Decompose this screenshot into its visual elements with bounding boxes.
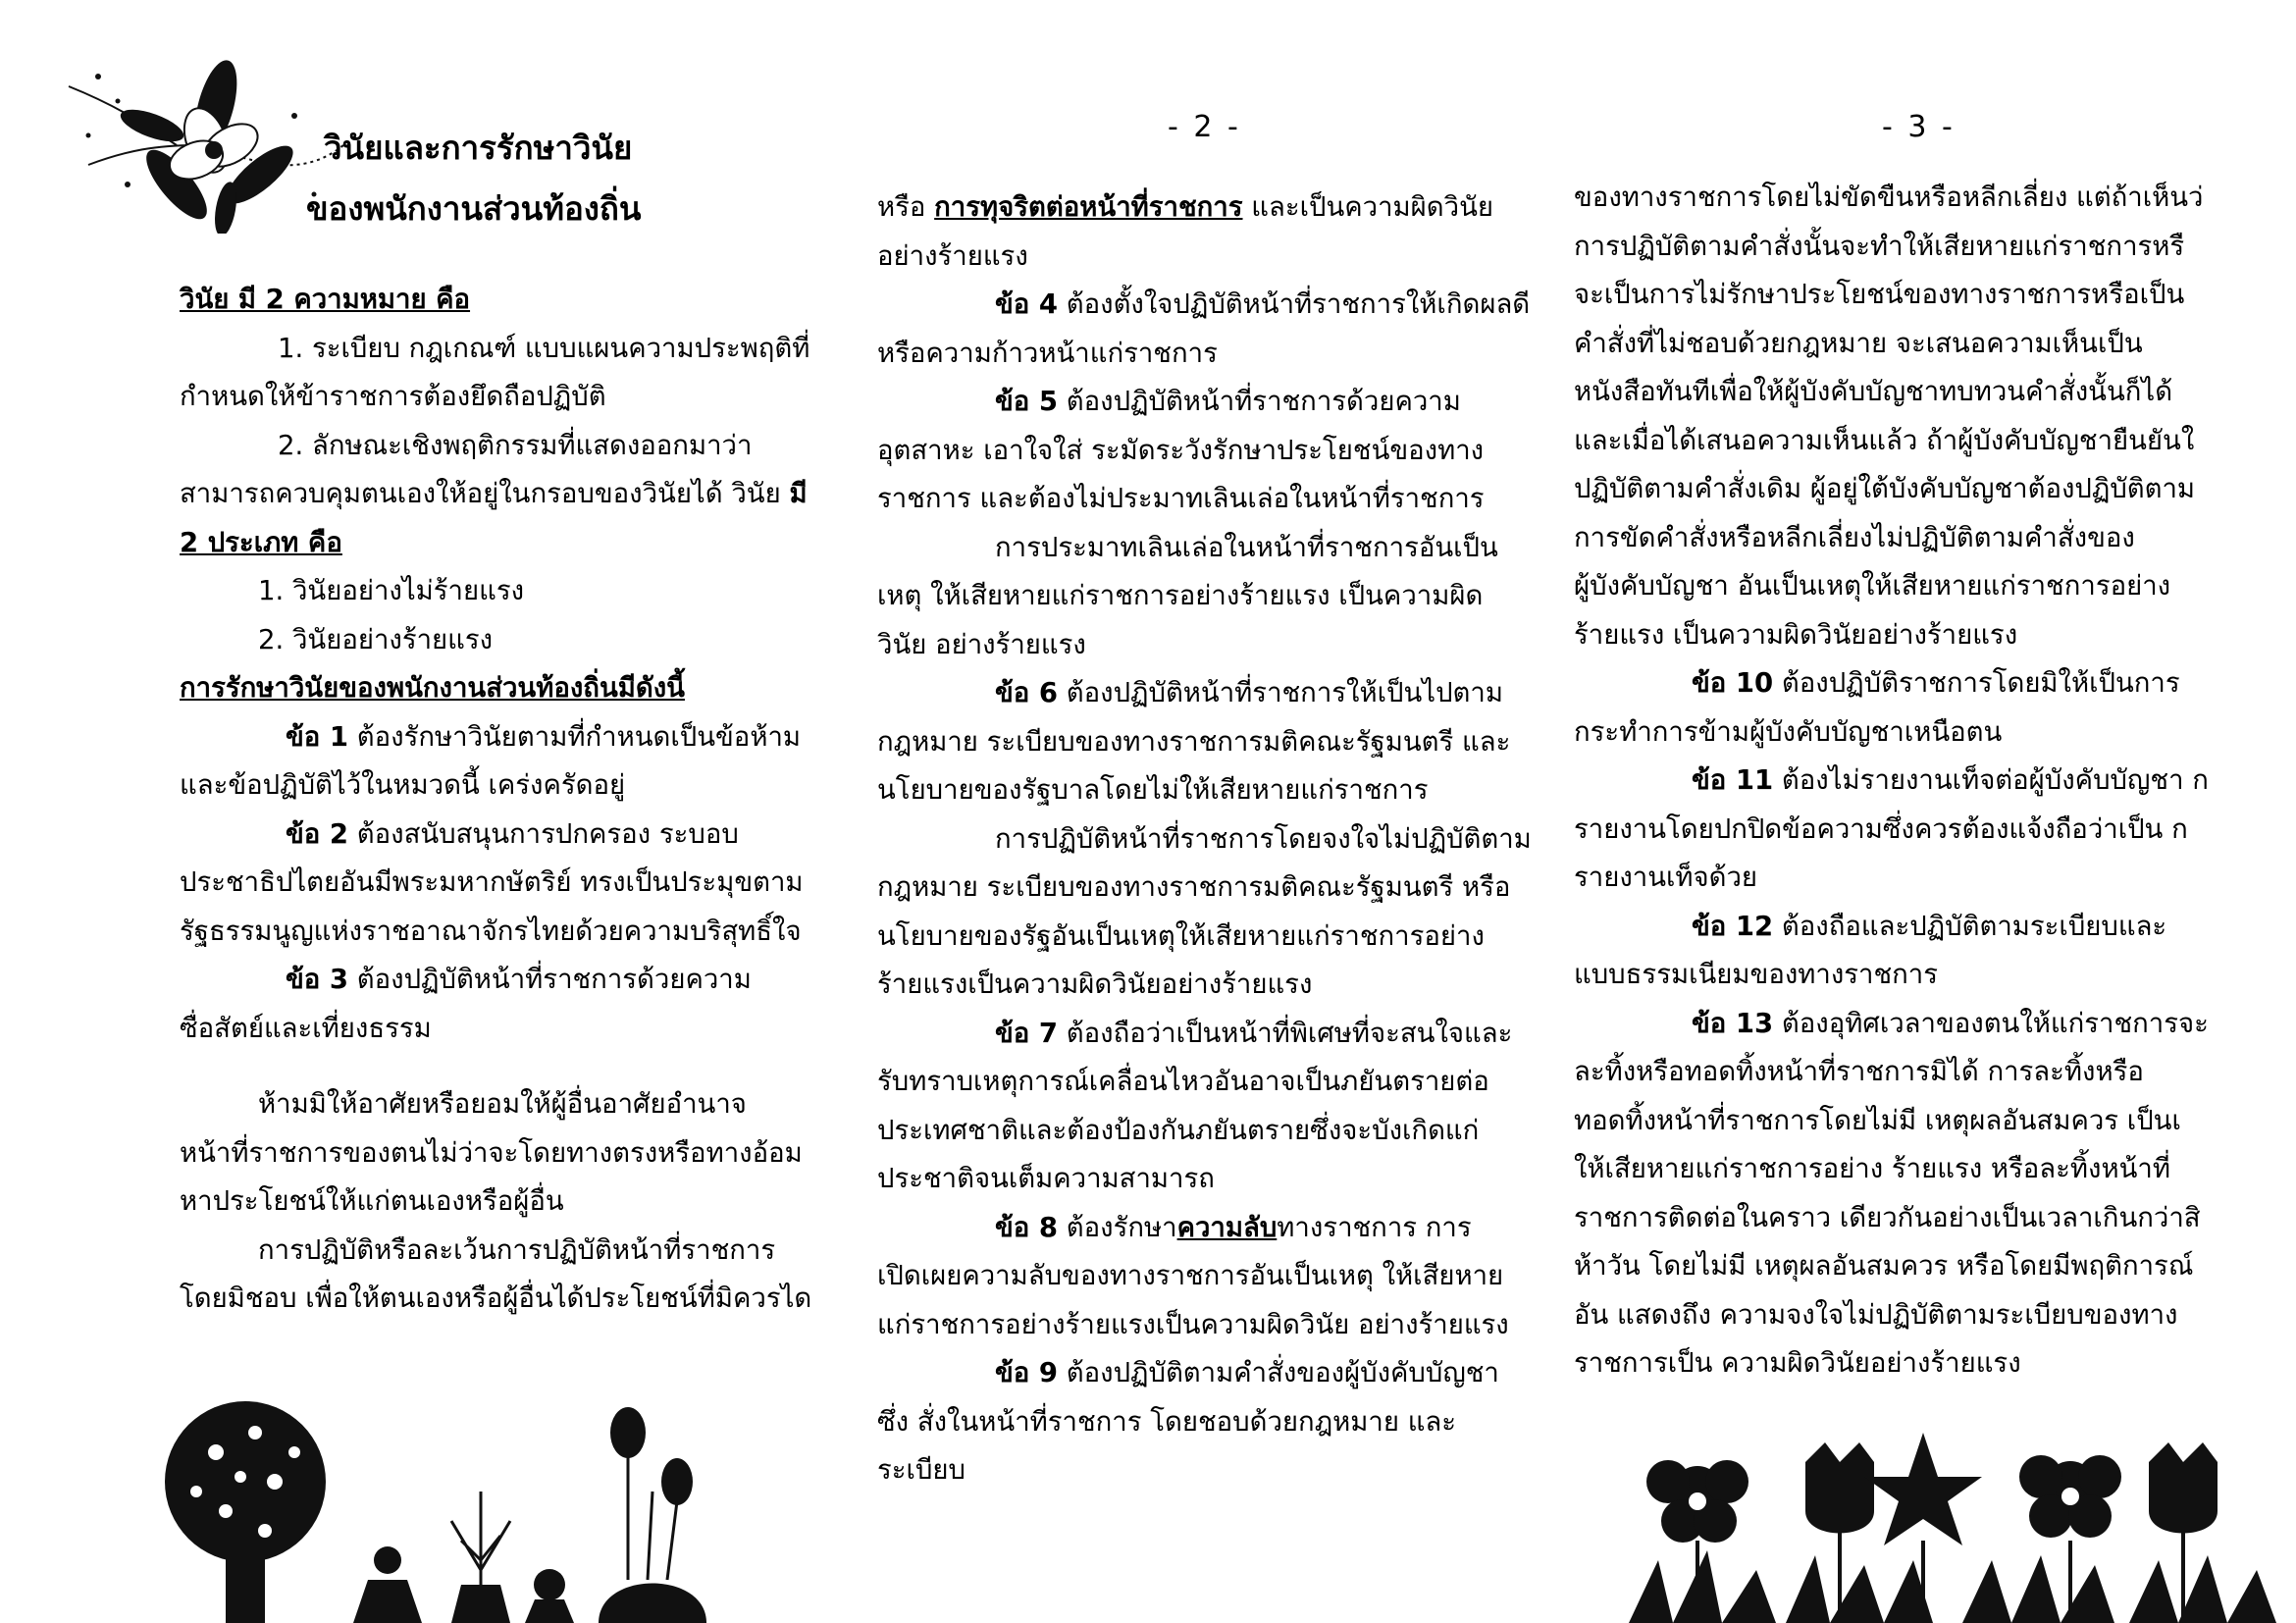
text-fragment: และเป็นความผิดวินัย (1242, 191, 1493, 223)
clause-number: ข้อ 13 (1692, 1007, 1774, 1039)
text-line: นโยบายของรัฐอันเป็นเหตุให้เสียหายแก่ราชการอย่าง (877, 919, 1485, 952)
text-line: ละทิ้งหรือทอดทิ้งหน้าที่ราชการมิได้ การละทิ้งหรือ (1574, 1056, 2144, 1087)
clause-number: ข้อ 2 (286, 817, 349, 850)
text-line: ซึ่ง สั่งในหน้าที่ราชการ โดยชอบด้วยกฎหมาย และ (877, 1405, 1457, 1438)
text-line: อย่างร้ายแรง (877, 239, 1028, 272)
text-line: จะเป็นการไม่รักษาประโยชน์ของทางราชการหรือเป็น (1574, 279, 2185, 310)
text-line (180, 470, 811, 519)
page-number-3: - 3 - (1882, 110, 1956, 144)
text-line: ให้เสียหายแก่ราชการอย่าง ร้ายแรง หรือละทิ้งหน้าที่ (1574, 1153, 2170, 1184)
clause-2 (180, 811, 811, 860)
clause-number: ข้อ 6 (995, 677, 1059, 708)
title-line-2: ของพนักงานส่วนท้องถิ่น (306, 189, 642, 228)
clause-12 (1574, 903, 2209, 952)
text-line: เปิดเผยความลับของทางราชการอันเป็นเหตุ ให้เสียหาย (877, 1260, 1504, 1291)
text-fragment: หรือ (877, 191, 935, 223)
text-line: ประชาธิปไตยอันมีพระมหากษัตริย์ ทรงเป็นประมุขตาม (180, 866, 804, 898)
clause-6 (877, 669, 1532, 718)
clause-13 (1574, 1000, 2209, 1049)
text-line: รายงานเท็จด้วย (1574, 862, 1758, 893)
text-line: แบบธรรมเนียมของทางราชการ (1574, 959, 1939, 990)
text-line: วินัย อย่างร้ายแรง (877, 628, 1086, 660)
clause-text: ต้องปฏิบัติหน้าที่ราชการด้วยความ (1058, 386, 1461, 417)
page-1-column (0, 0, 844, 1623)
potted-plants-icon (157, 1374, 706, 1623)
clause-text: ทางราชการ การ (1277, 1211, 1472, 1243)
list-item: 2. วินัยอย่างร้ายแรง (258, 623, 494, 655)
text-line: หน้าที่ราชการของตนไม่ว่าจะโดยทางตรงหรือทางอ้อม (180, 1136, 803, 1169)
clause-text: ต้องรักษาวินัยตามที่กำหนดเป็นข้อห้าม (348, 720, 802, 753)
text-line: การขัดคำสั่งหรือหลีกเลี่ยงไม่ปฏิบัติตามคำสั่งของ (1574, 521, 2135, 553)
page-3-column (1550, 0, 2296, 1623)
text-line: อัน แสดงถึง ความจงใจไม่ปฏิบัติตามระเบียบของทาง (1574, 1298, 2178, 1331)
text-line: การประมาทเลินเล่อในหน้าที่ราชการอันเป็น (995, 531, 1498, 563)
text-line: และเมื่อได้เสนอความเห็นแล้ว ถ้าผู้บังคับบัญชายืนยันใ (1574, 424, 2195, 456)
clause-11 (1574, 757, 2209, 806)
page-3-text (1574, 174, 2209, 1388)
text-line: นโยบายของรัฐบาลโดยไม่ให้เสียหายแก่ราชการ (877, 774, 1429, 806)
text-line: กำหนดให้ข้าราชการต้องยึดถือปฏิบัติ (180, 381, 606, 412)
clause-4 (877, 281, 1532, 330)
text-line: ระเบียบ (877, 1454, 965, 1486)
text-line: การปฏิบัติหน้าที่ราชการโดยจงใจไม่ปฏิบัติตาม (995, 822, 1532, 855)
text-line: ร้ายแรง เป็นความผิดวินัยอย่างร้ายแรง (1574, 618, 2018, 651)
clause-text: ต้องถือว่าเป็นหน้าที่พิเศษที่จะสนใจและ (1058, 1017, 1513, 1049)
clause-number: ข้อ 4 (995, 288, 1059, 320)
text-line: เหตุ ให้เสียหายแก่ราชการอย่างร้ายแรง เป็นความผิด (877, 580, 1484, 611)
clause-number: ข้อ 3 (286, 964, 349, 995)
text-line: 2. ลักษณะเชิงพฤติกรรมที่แสดงออกมาว่า (278, 429, 753, 461)
text-line (877, 183, 1532, 233)
clause-1 (180, 713, 811, 762)
clause-number: ข้อ 11 (1692, 764, 1774, 796)
clause-number: ข้อ 1 (286, 720, 349, 753)
text-line: ราชการติดต่อในคราว เดียวกันอย่างเป็นเวลาเกินกว่าสิ (1574, 1201, 2201, 1233)
text-line: หาประโยชน์ให้แก่ตนเองหรือผู้อื่น (180, 1185, 564, 1217)
text-line: และข้อปฏิบัติไว้ในหมวดนี้ เคร่งครัดอยู่ (180, 769, 626, 801)
clause-text: ต้องไม่รายงานเท็จต่อผู้บังคับบัญชา ก (1773, 764, 2209, 796)
clause-number: ข้อ 12 (1692, 910, 1774, 942)
clause-number: ข้อ 10 (1692, 667, 1774, 699)
clause-text: ต้องสนับสนุนการปกครอง ระบอบ (348, 817, 739, 850)
text-line: หรือความก้าวหน้าแก่ราชการ (877, 337, 1218, 369)
text-line: ซื่อสัตย์และเที่ยงธรรม (180, 1012, 432, 1044)
text-fragment-underlined: ความลับ (1176, 1211, 1278, 1243)
text-line: กระทำการข้ามผู้บังคับบัญชาเหนือตน (1574, 715, 2003, 748)
text-fragment-underlined: การทุจริตต่อหน้าที่ราชการ (934, 191, 1243, 223)
page-2-text (877, 183, 1532, 1495)
text-line: ประเทศชาติและต้องป้องกันภยันตรายซึ่งจะบังเกิดแก่ (877, 1114, 1480, 1146)
text-line: รัฐธรรมนูญแห่งราชอาณาจักรไทยด้วยความบริสุทธิ์ใจ (180, 915, 802, 947)
document-title (306, 118, 642, 239)
text-line: 1. ระเบียบ กฎเกณฑ์ แบบแผนความประพฤติที่ (278, 332, 810, 364)
text-line: หนังสือทันทีเพื่อให้ผู้บังคับบัญชาทบทวนคำสั่งนั้นก็ได้ (1574, 376, 2173, 407)
text-line: การปฏิบัติตามคำสั่งนั้นจะทำให้เสียหายแก่ราชการหรื (1574, 230, 2185, 262)
clause-number: ข้อ 7 (995, 1017, 1059, 1049)
text-line: ปฏิบัติตามคำสั่งเดิม ผู้อยู่ใต้บังคับบัญชาต้องปฏิบัติตาม (1574, 473, 2196, 504)
heading-discipline-types: 2 ประเภท คือ (180, 526, 342, 558)
clause-3 (180, 956, 811, 1005)
page-1-text (180, 276, 811, 1324)
clause-5 (877, 378, 1532, 427)
clause-text: ต้องถือและปฏิบัติตามระเบียบและ (1773, 910, 2167, 942)
text-line: ผู้บังคับบัญชา อันเป็นเหตุให้เสียหายแก่ราชการอย่าง (1574, 570, 2171, 602)
text-line: ร้ายแรงเป็นความผิดวินัยอย่างร้ายแรง (877, 969, 1313, 1000)
page-number-2: - 2 - (1168, 110, 1241, 144)
text-line: ห้ามมิให้อาศัยหรือยอมให้ผู้อื่นอาศัยอำนาจ (258, 1088, 747, 1120)
title-line-1: วินัยและการรักษาวินัย (324, 129, 633, 167)
text-line: ราชการเป็น ความผิดวินัยอย่างร้ายแรง (1574, 1347, 2021, 1379)
text-line: โดยมิชอบ เพื่อให้ตนเองหรือผู้อื่นได้ประโยชน์ที่มิควรได (180, 1283, 812, 1314)
text-line: แก่ราชการอย่างร้ายแรงเป็นความผิดวินัย อย่างร้ายแรง (877, 1308, 1509, 1340)
clause-10 (1574, 659, 2209, 708)
text-line: กฎหมาย ระเบียบของทางราชการมติคณะรัฐมนตรี หรือ (877, 871, 1511, 903)
clause-text: ต้องตั้งใจปฏิบัติหน้าที่ราชการให้เกิดผลดี (1058, 288, 1531, 320)
spacer (180, 1053, 811, 1080)
text-line: กฎหมาย ระเบียบของทางราชการมติคณะรัฐมนตรี และ (877, 725, 1511, 758)
clause-text: ต้องอุทิศเวลาของตนให้แก่ราชการจะ (1773, 1007, 2209, 1039)
list-item: 1. วินัยอย่างไม่ร้ายแรง (258, 575, 525, 606)
clause-text: ต้องปฏิบัติราชการโดยมิให้เป็นการ (1773, 667, 2180, 699)
clause-text: ต้องปฏิบัติหน้าที่ราชการด้วยความ (348, 964, 752, 995)
text-line: การปฏิบัติหรือละเว้นการปฏิบัติหน้าที่ราชการ (258, 1233, 776, 1266)
text-line: ห้าวัน โดยไม่มี เหตุผลอันสมควร หรือโดยมีพฤติการณ์ (1574, 1250, 2194, 1282)
clause-text: ต้องปฏิบัติตามคำสั่งของผู้บังคับบัญชา (1058, 1357, 1499, 1388)
text-fragment: สามารถควบคุมตนเองให้อยู่ในกรอบของวินัยได้ วินัย (180, 478, 790, 509)
text-fragment-bold: มี (789, 478, 808, 509)
text-line: รายงานโดยปกปิดข้อความซึ่งควรต้องแจ้งถือว่าเป็น ก (1574, 812, 2188, 845)
clause-text: ต้องปฏิบัติหน้าที่ราชการให้เป็นไปตาม (1058, 677, 1503, 708)
page-2-column (844, 0, 1550, 1623)
clause-9 (877, 1349, 1532, 1398)
text-line: ของทางราชการโดยไม่ขัดขืนหรือหลีกเลี่ยง แต่ถ้าเห็นว่ (1574, 182, 2204, 213)
text-line: ทอดทิ้งหน้าที่ราชการโดยไม่มี เหตุผลอันสมควร เป็นเ (1574, 1104, 2181, 1136)
text-line: ประชาติจนเต็มความสามารถ (877, 1163, 1215, 1194)
text-line: อุตสาหะ เอาใจใส่ ระมัดระวังรักษาประโยชน์ของทาง (877, 434, 1485, 466)
clause-8 (877, 1204, 1532, 1253)
clause-number: ข้อ 5 (995, 386, 1059, 417)
flower-garden-icon (1629, 1433, 2276, 1623)
text-line: คำสั่งที่ไม่ชอบด้วยกฎหมาย จะเสนอความเห็นเป็น (1574, 327, 2143, 359)
text-line: รับทราบเหตุการณ์เคลื่อนไหวอันอาจเป็นภยันตรายต่อ (877, 1066, 1489, 1097)
clause-number: ข้อ 9 (995, 1357, 1059, 1388)
clause-7 (877, 1010, 1532, 1059)
heading-discipline-meaning: วินัย มี 2 ความหมาย คือ (180, 284, 471, 315)
clause-text: ต้องรักษา (1058, 1211, 1177, 1243)
text-line: ราชการ และต้องไม่ประมาทเลินเล่อในหน้าที่ราชการ (877, 483, 1485, 514)
clause-number: ข้อ 8 (995, 1211, 1059, 1243)
heading-maintaining-discipline: การรักษาวินัยของพนักงานส่วนท้องถิ่นมีดังนี้ (180, 672, 685, 704)
